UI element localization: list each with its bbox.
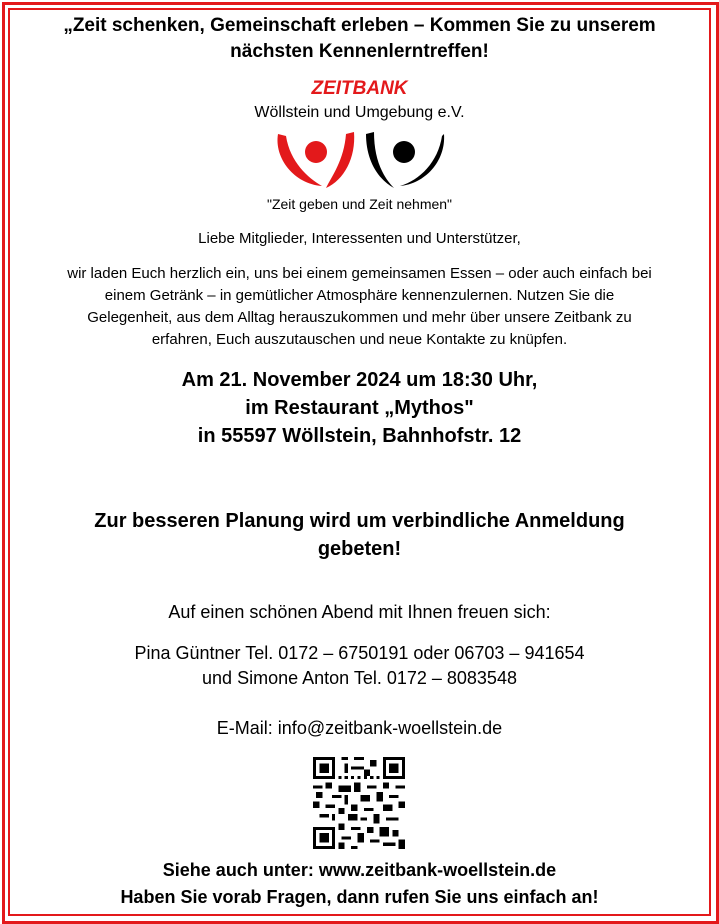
event-date: Am 21. November 2024 um 18:30 Uhr, [181,369,538,391]
intro-line-1: wir laden Euch herzlich ein, uns bei einem gemeinsamen Essen – oder auch einfach bei [67,265,652,282]
greeting: Liebe Mitglieder, Interessenten und Unterstützer, [198,230,521,247]
intro-line-4: erfahren, Euch auszutauschen und neue Kontakte zu knüpfen. [151,331,568,348]
headline-line-1: „Zeit schenken, Gemeinschaft erleben – Kommen Sie zu unserem [63,15,656,36]
email-text: E-Mail: info@zeitbank-woellstein.de [216,718,503,738]
headline-line-2: nächsten Kennenlerntreffen! [230,41,489,62]
brand-subtitle: Wöllstein und Umgebung e.V. [254,104,465,121]
contact-line-1: Pina Güntner Tel. 0172 – 6750191 oder 06703 – 941654 [134,643,585,663]
contact-line-2: und Simone Anton Tel. 0172 – 8083548 [202,668,517,688]
zeitbank-logo-icon [272,130,448,192]
footer-website: Siehe auch unter: www.zeitbank-woellstein.de [162,860,557,880]
brand-slogan: "Zeit geben und Zeit nehmen" [266,196,453,212]
event-address: in 55597 Wöllstein, Bahnhofstr. 12 [197,425,522,447]
closing-text: Auf einen schönen Abend mit Ihnen freuen sich: [168,602,551,622]
registration-line-2: gebeten! [317,538,402,560]
intro-line-3: Gelegenheit, aus dem Alltag herauszukommen und mehr über unsere Zeitbank zu [87,309,632,326]
brand-name: ZEITBANK [311,78,408,99]
intro-line-2: einem Getränk – in gemütlicher Atmosphäre kennenzulernen. Nutzen Sie die [104,287,615,304]
footer-questions: Haben Sie vorab Fragen, dann rufen Sie uns einfach an! [120,887,599,907]
event-venue: im Restaurant „Mythos" [245,397,474,419]
qr-code-icon [313,757,405,849]
registration-line-1: Zur besseren Planung wird um verbindliche Anmeldung [94,510,625,532]
